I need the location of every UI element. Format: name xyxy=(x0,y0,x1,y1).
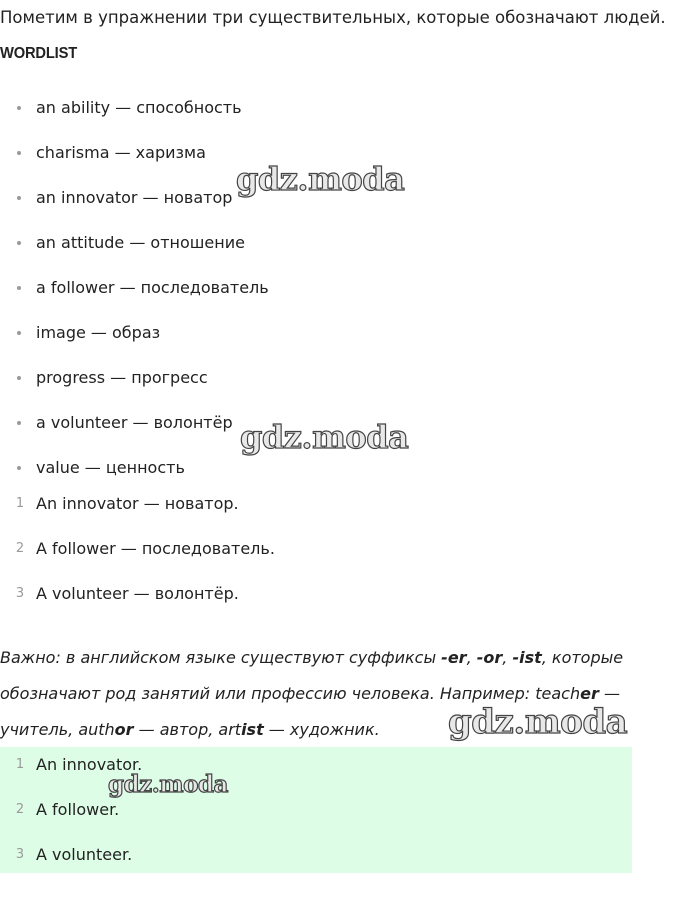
list-item-text: A volunteer — волонтёр. xyxy=(36,584,239,603)
list-item-text: an ability — способность xyxy=(36,98,242,117)
example-suffix-er: er xyxy=(580,684,599,703)
list-item-text: A volunteer. xyxy=(36,845,133,864)
wordlist-heading: WORDLIST xyxy=(0,45,78,62)
bullet-icon xyxy=(17,376,21,380)
note-text: , которые обозначают род занятий или профессию человека. Например: teach xyxy=(0,648,624,703)
list-item-text: an attitude — отношение xyxy=(36,233,245,252)
answer-list xyxy=(0,753,142,888)
bullet-icon xyxy=(17,151,21,155)
note-text: — учитель, auth xyxy=(0,684,620,739)
suffix-er: -er xyxy=(441,648,467,667)
example-suffix-or: or xyxy=(114,720,134,739)
list-item xyxy=(0,321,269,366)
list-item-text: An innovator — новатор. xyxy=(36,494,239,513)
list-number: 3 xyxy=(15,847,25,862)
list-item xyxy=(0,492,275,537)
note-text: , xyxy=(502,648,513,667)
list-item-text: An innovator. xyxy=(36,755,143,774)
list-number: 2 xyxy=(15,802,25,817)
list-item xyxy=(0,537,275,582)
list-item-text: A follower. xyxy=(36,800,120,819)
suffix-ist: -ist xyxy=(512,648,542,667)
example-suffix-ist: ist xyxy=(241,720,264,739)
list-item-text: an innovator — новатор xyxy=(36,188,233,207)
bullet-icon xyxy=(17,106,21,110)
list-number: 1 xyxy=(15,757,25,772)
bullet-icon xyxy=(17,286,21,290)
watermark-logo: gdz.moda xyxy=(236,160,405,198)
list-item-text: progress — прогресс xyxy=(36,368,208,387)
suffix-or: -or xyxy=(476,648,503,667)
list-item-text: a volunteer — волонтёр xyxy=(36,413,233,432)
list-item xyxy=(0,582,275,627)
bullet-icon xyxy=(17,331,21,335)
list-item xyxy=(0,186,269,231)
list-item-text: A follower — последователь. xyxy=(36,539,275,558)
suffix-note xyxy=(0,640,660,748)
list-number: 1 xyxy=(15,496,25,511)
list-item xyxy=(0,753,142,798)
watermark-logo: gdz.moda xyxy=(240,418,409,456)
watermark-logo: gdz.moda xyxy=(108,771,228,798)
bullet-icon xyxy=(17,466,21,470)
list-item xyxy=(0,798,142,843)
people-nouns-list xyxy=(0,492,275,627)
intro-text: Пометим в упражнении три существительных, которые обозначают людей. xyxy=(0,8,666,27)
list-item xyxy=(0,411,269,456)
bullet-icon xyxy=(17,421,21,425)
note-text: Важно: в английском языке существуют суффиксы xyxy=(0,648,442,667)
list-item xyxy=(0,96,269,141)
note-text: , xyxy=(466,648,477,667)
list-item xyxy=(0,843,142,888)
list-item xyxy=(0,276,269,321)
list-item-text: image — образ xyxy=(36,323,161,342)
bullet-icon xyxy=(17,241,21,245)
list-item xyxy=(0,141,269,186)
list-item xyxy=(0,231,269,276)
list-item-text: charisma — харизма xyxy=(36,143,206,162)
bullet-icon xyxy=(17,196,21,200)
wordlist xyxy=(0,96,269,501)
watermark-logo: gdz.moda xyxy=(448,702,628,742)
list-item-text: value — ценность xyxy=(36,458,185,477)
list-item-text: a follower — последователь xyxy=(36,278,269,297)
list-number: 2 xyxy=(15,541,25,556)
list-item xyxy=(0,366,269,411)
note-text: — художник. xyxy=(263,720,380,739)
list-number: 3 xyxy=(15,586,25,601)
note-text: — автор, art xyxy=(133,720,242,739)
